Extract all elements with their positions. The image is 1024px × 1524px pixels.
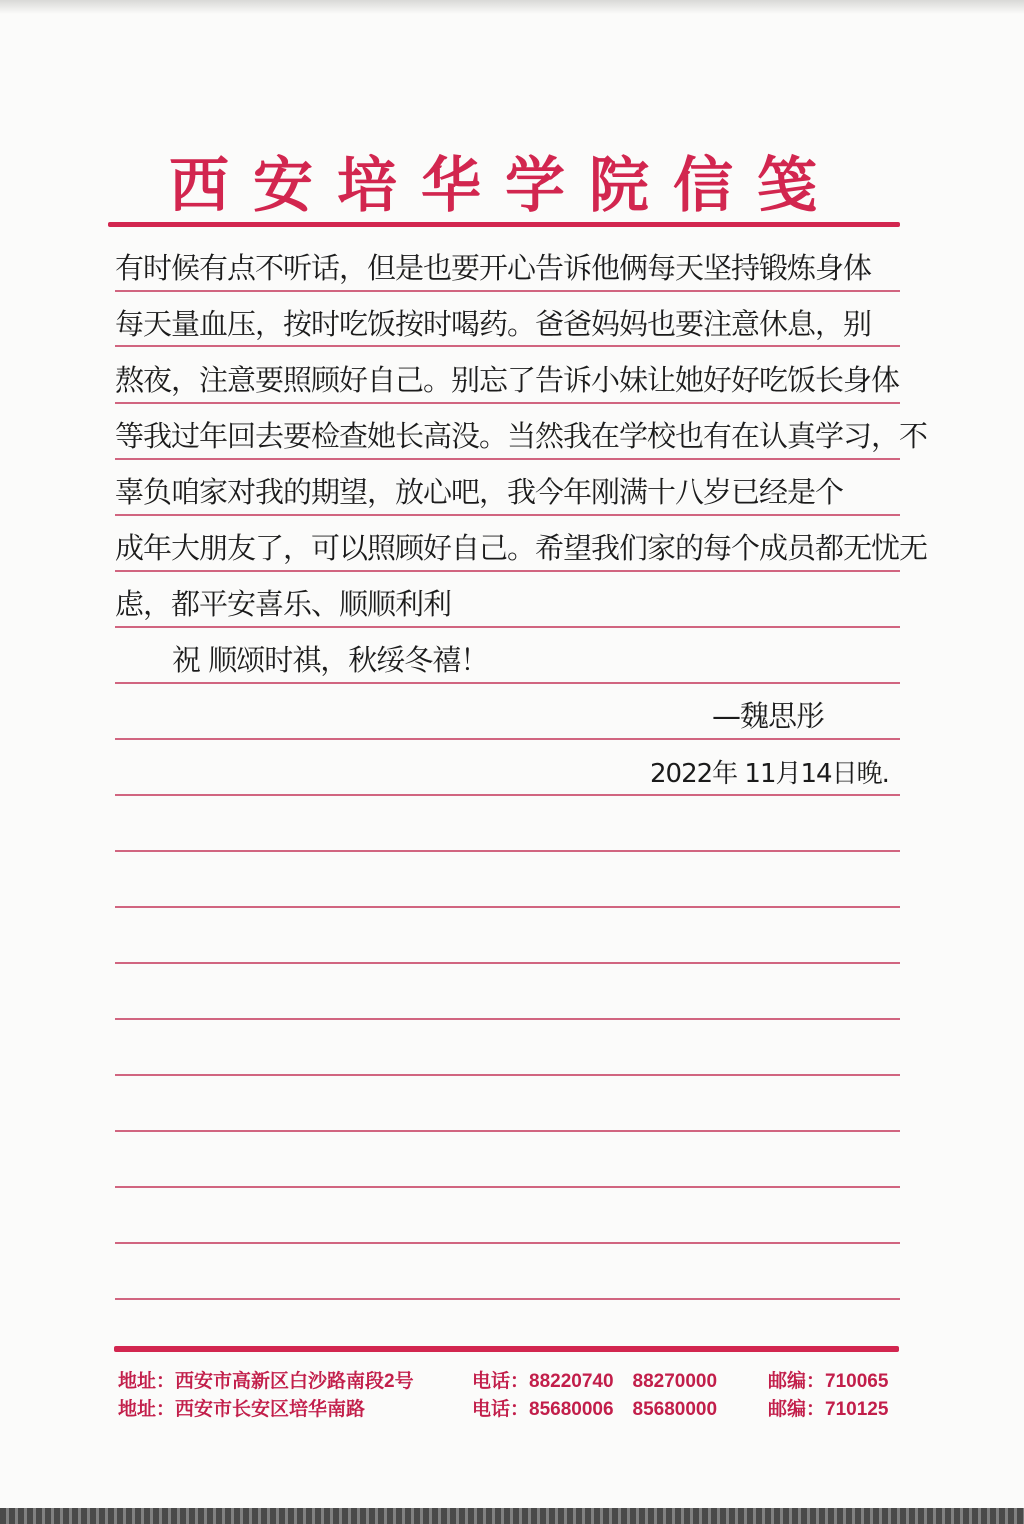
letter-date: 2022年 11月14日晚. (650, 759, 889, 789)
ruled-line (115, 570, 900, 572)
ruled-line (115, 626, 900, 628)
ruled-line (115, 794, 900, 796)
footer-postcode: 邮编：710125 (768, 1399, 889, 1420)
ruled-line (115, 1130, 900, 1132)
ruled-line (115, 458, 900, 460)
letter-line: 等我过年回去要检查她长高没。当然我在学校也有在认真学习，不 (115, 419, 928, 453)
footer-address: 地址：西安市长安区培华南路 (118, 1399, 366, 1420)
footer-postcode: 邮编：710065 (768, 1371, 889, 1392)
ruled-line (115, 1018, 900, 1020)
scan-bottom-edge (0, 1508, 1024, 1524)
ruled-line (115, 1242, 900, 1244)
ruled-line (115, 345, 900, 347)
ruled-line (115, 962, 900, 964)
letter-line: 辜负咱家对我的期望，放心吧，我今年刚满十八岁已经是个 (115, 475, 844, 509)
ruled-line (115, 402, 900, 404)
ruled-line (115, 514, 900, 516)
letterhead-title: 西安培华学院信笺 (169, 151, 841, 221)
footer-phone: 电话：85680006 85680000 (472, 1399, 718, 1420)
ruled-line (115, 290, 900, 292)
footer-address: 地址：西安市高新区白沙路南段2号 (118, 1371, 414, 1392)
ruled-line (115, 738, 900, 740)
ruled-line (115, 1298, 900, 1300)
ruled-line (115, 850, 900, 852)
letter-line: 熬夜，注意要照顾好自己。别忘了告诉小妹让她好好吃饭长身体 (115, 363, 900, 397)
scan-top-edge (0, 0, 1024, 14)
letter-line: 每天量血压，按时吃饭按时喝药。爸爸妈妈也要注意休息，别 (115, 307, 872, 341)
footer-rule (114, 1346, 899, 1352)
ruled-line (115, 1074, 900, 1076)
footer-phone: 电话：88220740 88270000 (472, 1371, 718, 1392)
ruled-line (115, 682, 900, 684)
letter-greeting: 祝 顺颂时祺，秋绥冬禧！ (172, 643, 489, 677)
ruled-line (115, 1186, 900, 1188)
letter-line: 虑，都平安喜乐、顺顺利利 (115, 587, 452, 621)
ruled-line (115, 906, 900, 908)
letter-signature: —魏思彤 (712, 699, 825, 733)
letter-line: 成年大朋友了，可以照顾好自己。希望我们家的每个成员都无忧无 (115, 531, 928, 565)
letterhead-rule (108, 222, 900, 227)
letter-line: 有时候有点不听话，但是也要开心告诉他俩每天坚持锻炼身体 (115, 251, 872, 285)
